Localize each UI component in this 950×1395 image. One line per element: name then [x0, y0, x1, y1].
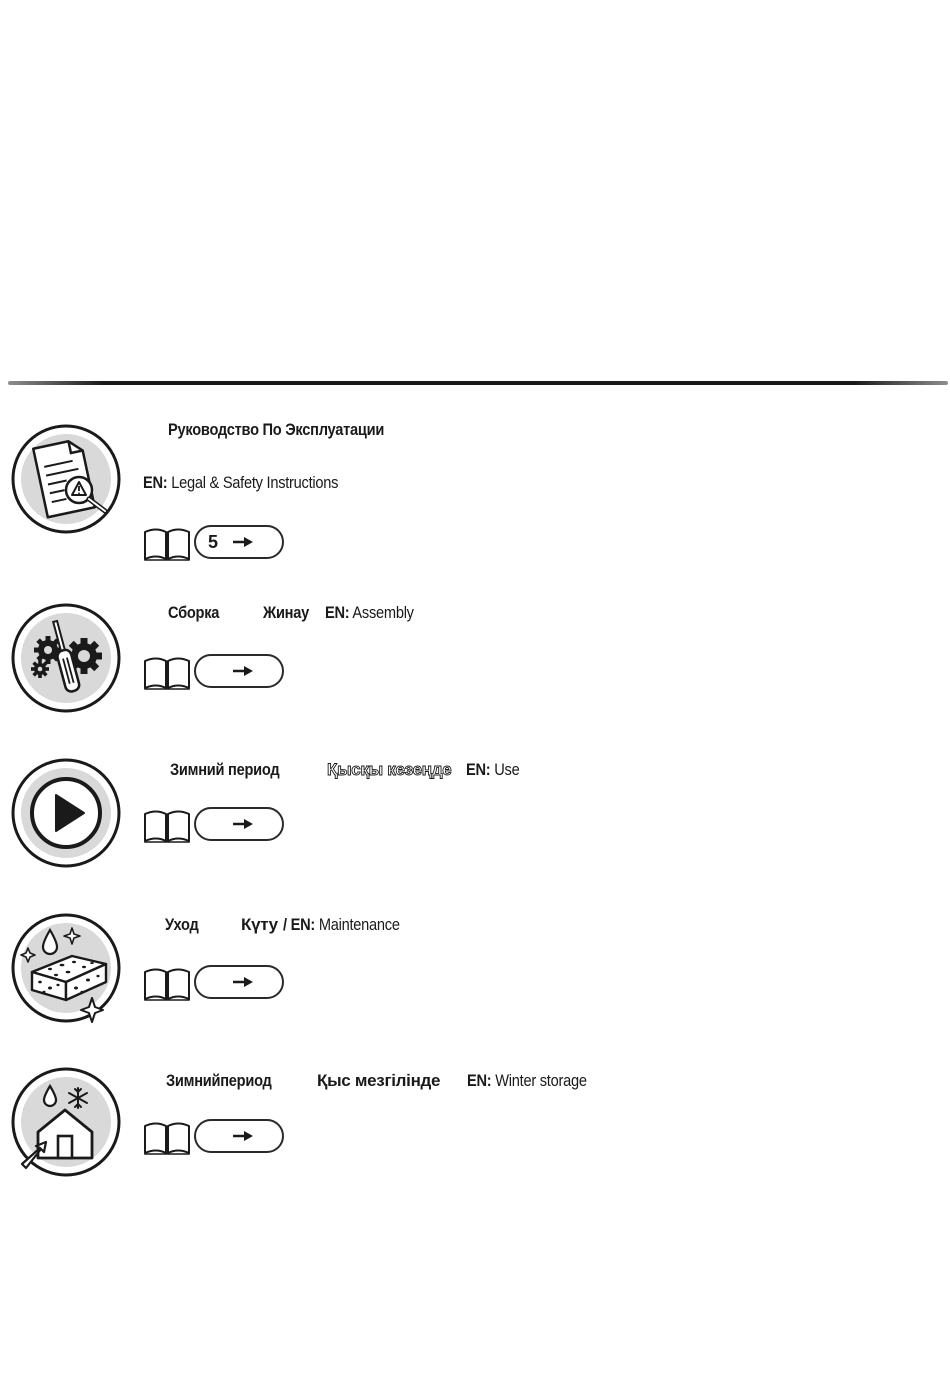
section-title-kk: Қыс мезгілінде	[317, 1071, 441, 1090]
open-book-icon	[143, 966, 191, 1002]
en-prefix: EN:	[325, 603, 350, 622]
en-prefix: EN:	[467, 1071, 492, 1090]
open-book-icon	[143, 655, 191, 691]
right-arrow-icon	[232, 818, 254, 830]
en-title: Use	[494, 760, 520, 779]
section-title-ru: Уход	[165, 915, 199, 934]
play-icon	[10, 757, 122, 869]
right-arrow-icon	[232, 665, 254, 677]
open-book-icon	[143, 808, 191, 844]
open-book-icon	[143, 1120, 191, 1156]
gears-screwdriver-icon	[10, 602, 122, 714]
section-title-kk: Қысқы кезеңде	[327, 760, 452, 779]
right-arrow-icon	[232, 536, 254, 548]
section-title-ru: Зимний период	[170, 760, 280, 779]
section-title-en	[143, 473, 338, 493]
right-arrow-icon	[232, 1130, 254, 1142]
section-title-kk: Жинау	[263, 603, 310, 622]
sponge-water-drop-icon	[10, 912, 122, 1024]
en-prefix: EN:	[143, 473, 168, 492]
en-title: Legal & Safety Instructions	[171, 473, 339, 492]
en-title: Winter storage	[495, 1071, 587, 1090]
page-reference-button[interactable]	[194, 807, 284, 841]
page-reference-button[interactable]	[194, 1119, 284, 1153]
section-title-ru: Сборка	[168, 603, 220, 622]
section-title-en	[466, 760, 519, 780]
page-reference-button[interactable]	[194, 965, 284, 999]
en-prefix: / EN:	[283, 915, 316, 934]
section-title-ru: Руководство По Эксплуатации	[168, 420, 385, 439]
right-arrow-icon	[232, 976, 254, 988]
document-warning-magnifier-icon	[10, 423, 122, 535]
section-title-en	[325, 603, 414, 623]
en-title: Assembly	[352, 603, 414, 622]
page-reference-button[interactable]	[194, 654, 284, 688]
page-number: 5	[208, 531, 219, 552]
en-prefix: EN:	[466, 760, 491, 779]
header-divider	[8, 381, 948, 385]
section-title-en	[283, 915, 400, 935]
en-title: Maintenance	[318, 915, 400, 934]
section-title-en	[467, 1071, 587, 1091]
page-reference-button[interactable]	[194, 525, 284, 559]
house-winter-storage-icon	[10, 1066, 122, 1178]
section-title-ru: Зимнийпериод	[166, 1071, 272, 1090]
section-title-kk: Күту	[241, 915, 278, 934]
open-book-icon	[143, 526, 191, 562]
